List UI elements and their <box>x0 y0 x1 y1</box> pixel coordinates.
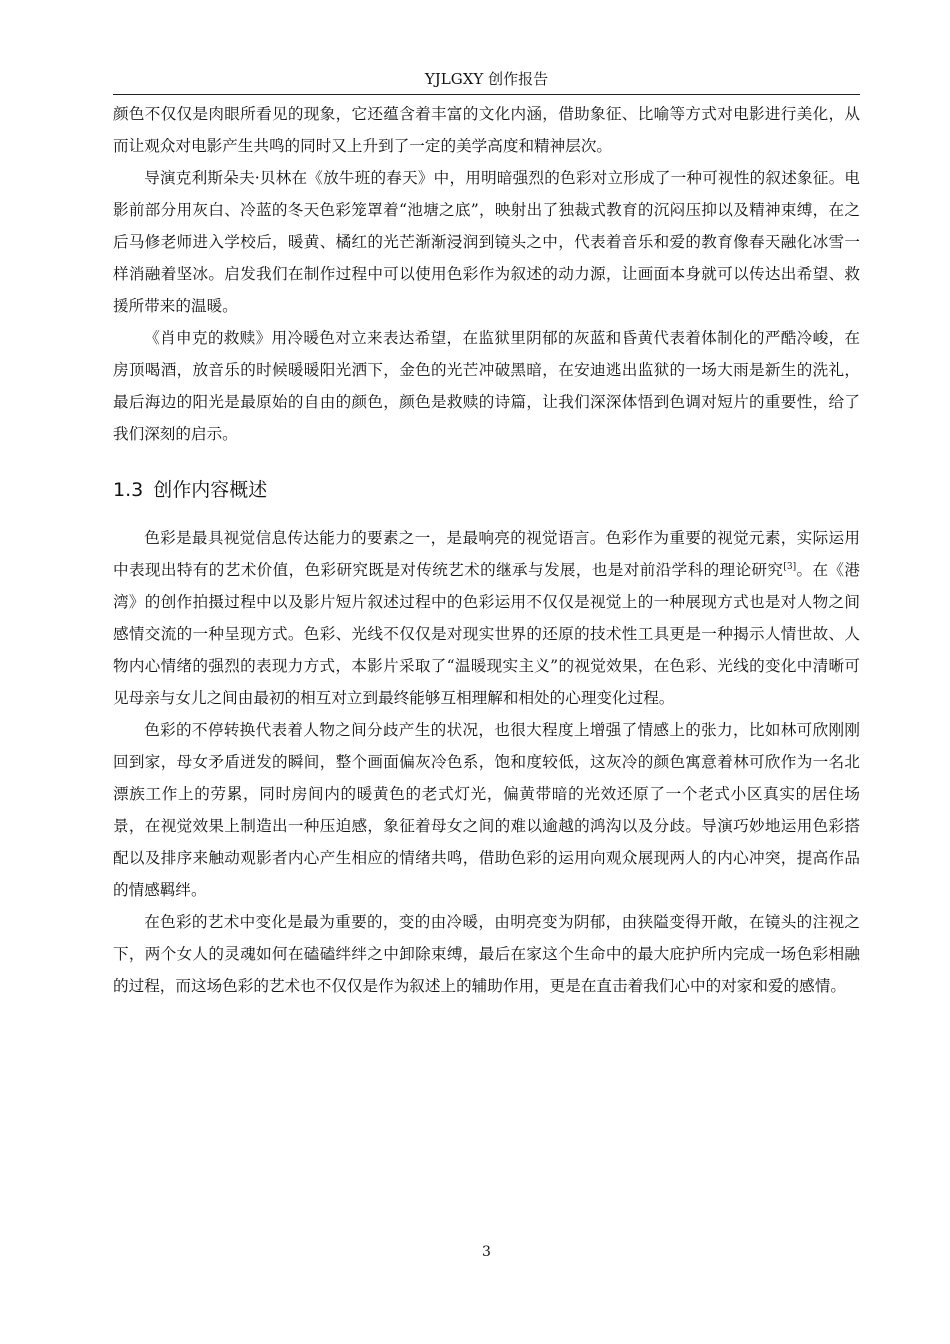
citation-ref: [3] <box>783 561 797 572</box>
body-paragraph: 色彩的不停转换代表着人物之间分歧产生的状况，也很大程度上增强了情感上的张力，比如林可欣刚刚回到家，母女矛盾迸发的瞬间，整个画面偏灰冷色系，饱和度较低，这灰冷的颜色寓意着林可欣作为一名北漂族工作上的劳累，同时房间内的暖黄色的老式灯光，偏黄带暗的光效还原了一个老式小区真实的居住场景，在视觉效果上制造出一种压迫感，象征着母女之间的难以逾越的鸿沟以及分歧。导演巧妙地运用色彩搭配以及排序来触动观影者内心产生相应的情绪共鸣，借助色彩的运用向观众展现两人的内心冲突，提高作品的情感羁绊。 <box>113 721 860 899</box>
page-footer <box>113 1244 860 1260</box>
body-paragraph: 导演克利斯朵夫·贝林在《放牛班的春天》中，用明暗强烈的色彩对立形成了一种可视性的叙述象征。电影前部分用灰白、冷蓝的冬天色彩笼罩着“池塘之底”，映射出了独裁式教育的沉闷压抑以及精神束缚，在之后马修老师进入学校后，暖黄、橘红的光芒渐渐浸润到镜头之中，代表着音乐和爱的教育像春天融化冰雪一样消融着坚冰。启发我们在制作过程中可以使用色彩作为叙述的动力源，让画面本身就可以传达出希望、救援所带来的温暖。 <box>113 169 860 315</box>
page-body <box>113 98 860 1002</box>
body-paragraph: 在色彩的艺术中变化是最为重要的，变的由冷暖，由明亮变为阴郁，由狭隘变得开敞，在镜头的注视之下，两个女人的灵魂如何在磕磕绊绊之中卸除束缚，最后在家这个生命中的最大庇护所内完成一场色彩相融的过程，而这场色彩的艺术也不仅仅是作为叙述上的辅助作用，更是在直击着我们心中的对家和爱的感情。 <box>113 913 860 995</box>
body-paragraph <box>113 522 860 714</box>
body-paragraph: 颜色不仅仅是肉眼所看见的现象，它还蕴含着丰富的文化内涵，借助象征、比喻等方式对电影进行美化，从而让观众对电影产生共鸣的同时又上升到了一定的美学高度和精神层次。 <box>113 105 860 155</box>
paragraph-text: 。在《港湾》的创作拍摄过程中以及影片短片叙述过程中的色彩运用不仅仅是视觉上的一种展现方式也是对人物之间感情交流的一种呈现方式。色彩、光线不仅仅是对现实世界的还原的技术性工具更是一种揭示人情世故、人物内心情绪的强烈的表现力方式，本影片采取了“温暖现实主义”的视觉效果，在色彩、光线的变化中清晰可见母亲与女儿之间由最初的相互对立到最终能够互相理解和相处的心理变化过程。 <box>113 561 860 707</box>
paragraph-text: 色彩是最具视觉信息传达能力的要素之一，是最响亮的视觉语言。色彩作为重要的视觉元素，实际运用中表现出特有的艺术价值，色彩研究既是对传统艺术的继承与发展，也是对前沿学科的理论研究 <box>113 529 860 579</box>
page-number: 3 <box>482 1244 491 1260</box>
body-paragraph: 《肖申克的救赎》用冷暖色对立来表达希望，在监狱里阴郁的灰蓝和昏黄代表着体制化的严酷冷峻，在房顶喝酒，放音乐的时候暖暖阳光洒下，金色的光芒冲破黑暗，在安迪逃出监狱的一场大雨是新生的洗礼，最后海边的阳光是最原始的自由的颜色，颜色是救赎的诗篇，让我们深深体悟到色调对短片的重要性，给了我们深刻的启示。 <box>113 329 860 443</box>
section-number: 1.3 <box>113 479 144 501</box>
page-header <box>113 64 860 95</box>
header-title: YJLGXY 创作报告 <box>424 70 549 88</box>
section-title: 创作内容概述 <box>153 479 268 501</box>
section-heading <box>113 474 860 506</box>
